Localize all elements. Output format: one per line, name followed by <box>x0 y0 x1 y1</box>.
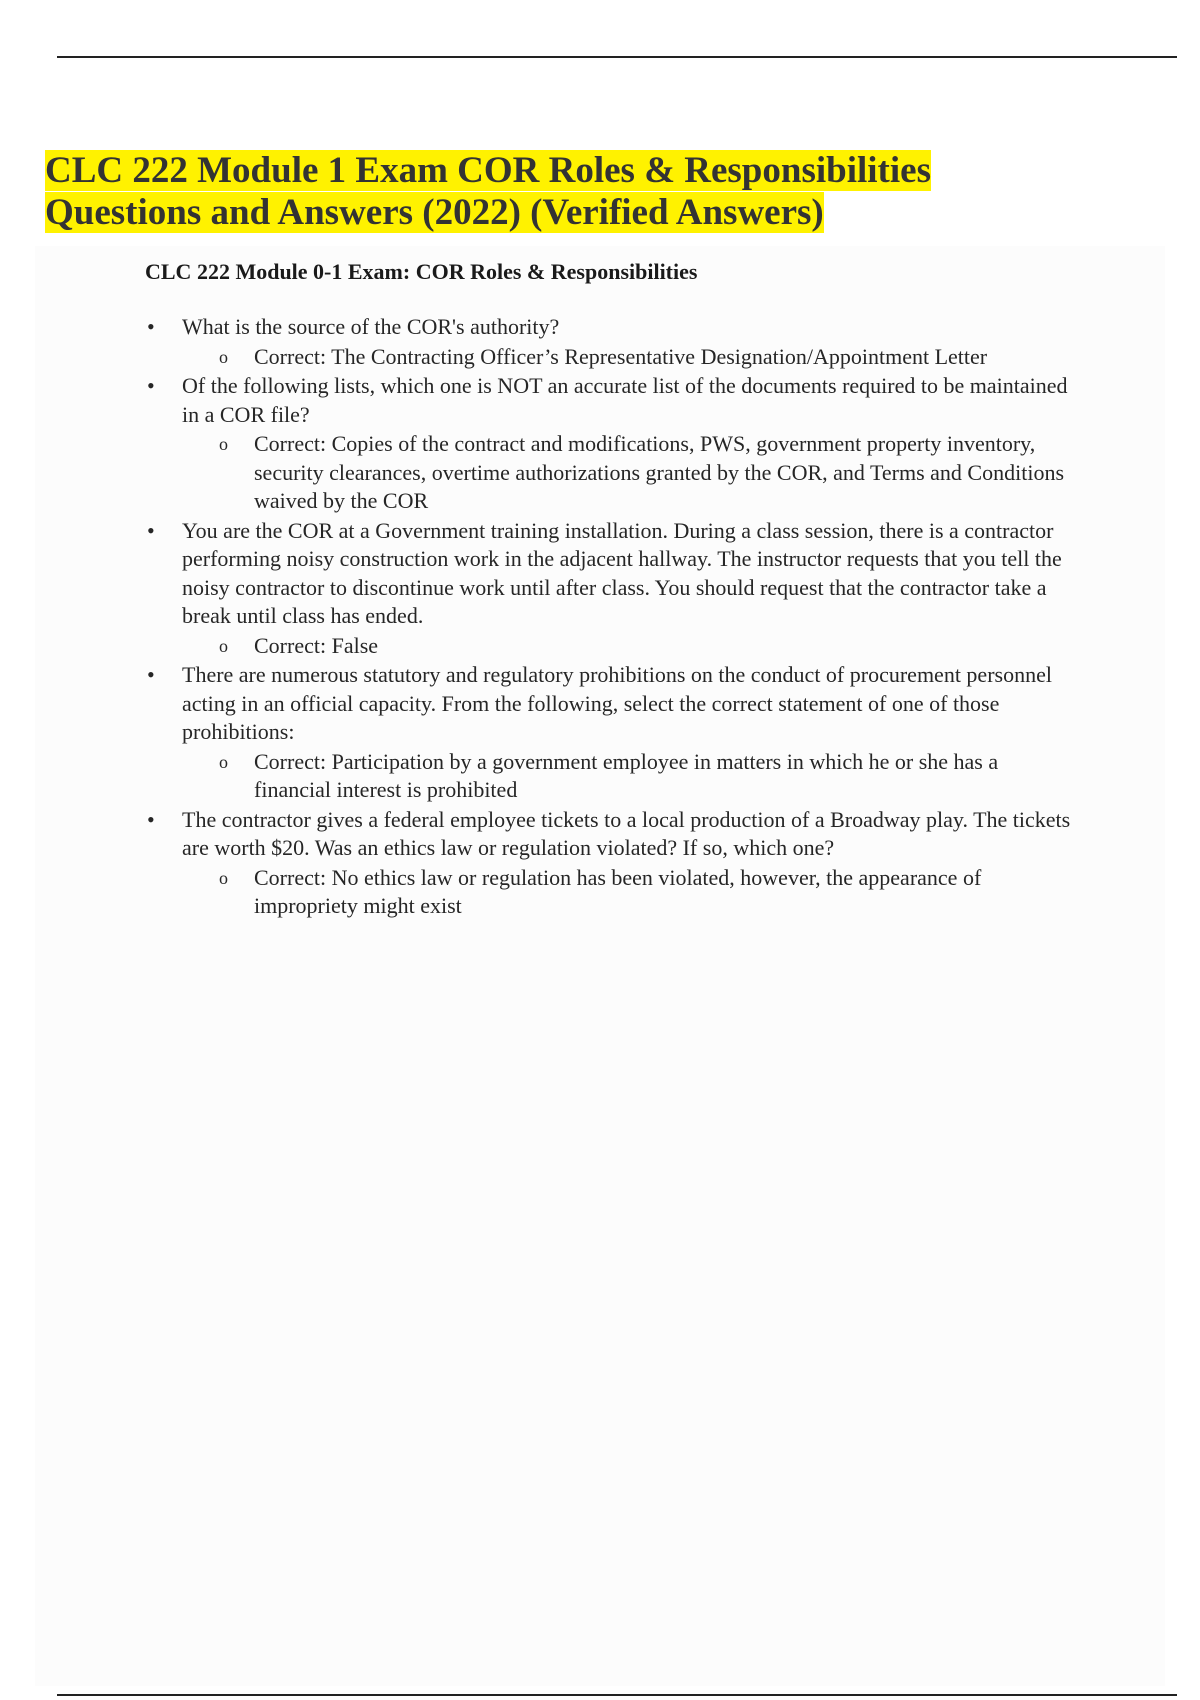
answer-text: Correct: False <box>254 632 379 658</box>
circle-bullet-icon: o <box>219 434 228 454</box>
title-line-2: Questions and Answers (2022) (Verified Answers) <box>45 192 824 233</box>
bullet-icon: • <box>147 662 155 687</box>
question-text: The contractor gives a federal employee tickets to a local production of a Broadway play. The tickets are worth $20. Was an ethics law or regulation violated? If so, which one? <box>182 806 1071 860</box>
bullet-icon: • <box>147 806 155 832</box>
top-rule <box>57 56 1177 58</box>
answer-item <box>182 748 1080 805</box>
question-text: What is the source of the COR's authority? <box>182 314 560 339</box>
section-heading: CLC 222 Module 0-1 Exam: COR Roles & Responsibilities <box>145 259 698 284</box>
bottom-rule <box>57 1694 1177 1696</box>
circle-bullet-icon: o <box>219 346 228 367</box>
bullet-icon: • <box>147 314 155 339</box>
question-text: There are numerous statutory and regulatory prohibitions on the conduct of procurement personnel acting in an official capacity. From the following, select the correct statement of one of those prohibitions: <box>182 662 1052 744</box>
circle-bullet-icon: o <box>219 751 228 772</box>
question-list <box>145 313 1080 922</box>
question-text: You are the COR at a Government training installation. During a class session, there is a contractor performing noisy construction work in the adjacent hallway. The instructor requests that you tell the noisy contractor to discontinue work until after class. You should request that the contractor take a break until class has ended. <box>182 517 1062 628</box>
list-item <box>145 661 1080 805</box>
title-line-1: CLC 222 Module 1 Exam COR Roles & Responsibilities <box>45 150 931 191</box>
bullet-icon: • <box>147 373 155 398</box>
answer-text: Correct: Copies of the contract and modifications, PWS, government property inventory, security clearances, overtime authorizations granted by the COR, and Terms and Conditions waived by the COR <box>254 431 1065 513</box>
bullet-icon: • <box>147 517 155 543</box>
list-item <box>145 372 1080 516</box>
answer-item <box>182 343 1080 372</box>
document-title <box>45 150 1145 234</box>
answer-text: Correct: Participation by a government employee in matters in which he or she has a financial interest is prohibited <box>254 748 999 802</box>
answer-text: Correct: The Contracting Officer’s Representative Designation/Appointment Letter <box>254 343 988 369</box>
question-text: Of the following lists, which one is NOT an accurate list of the documents required to be maintained in a COR file? <box>182 373 1068 427</box>
answer-item <box>182 632 1080 661</box>
answer-text: Correct: No ethics law or regulation has been violated, however, the appearance of impropriety might exist <box>254 864 982 918</box>
circle-bullet-icon: o <box>219 867 228 888</box>
circle-bullet-icon: o <box>219 635 228 656</box>
list-item <box>145 517 1080 661</box>
answer-item <box>182 430 1080 516</box>
list-item <box>145 806 1080 921</box>
list-item <box>145 313 1080 371</box>
answer-item <box>182 864 1080 921</box>
